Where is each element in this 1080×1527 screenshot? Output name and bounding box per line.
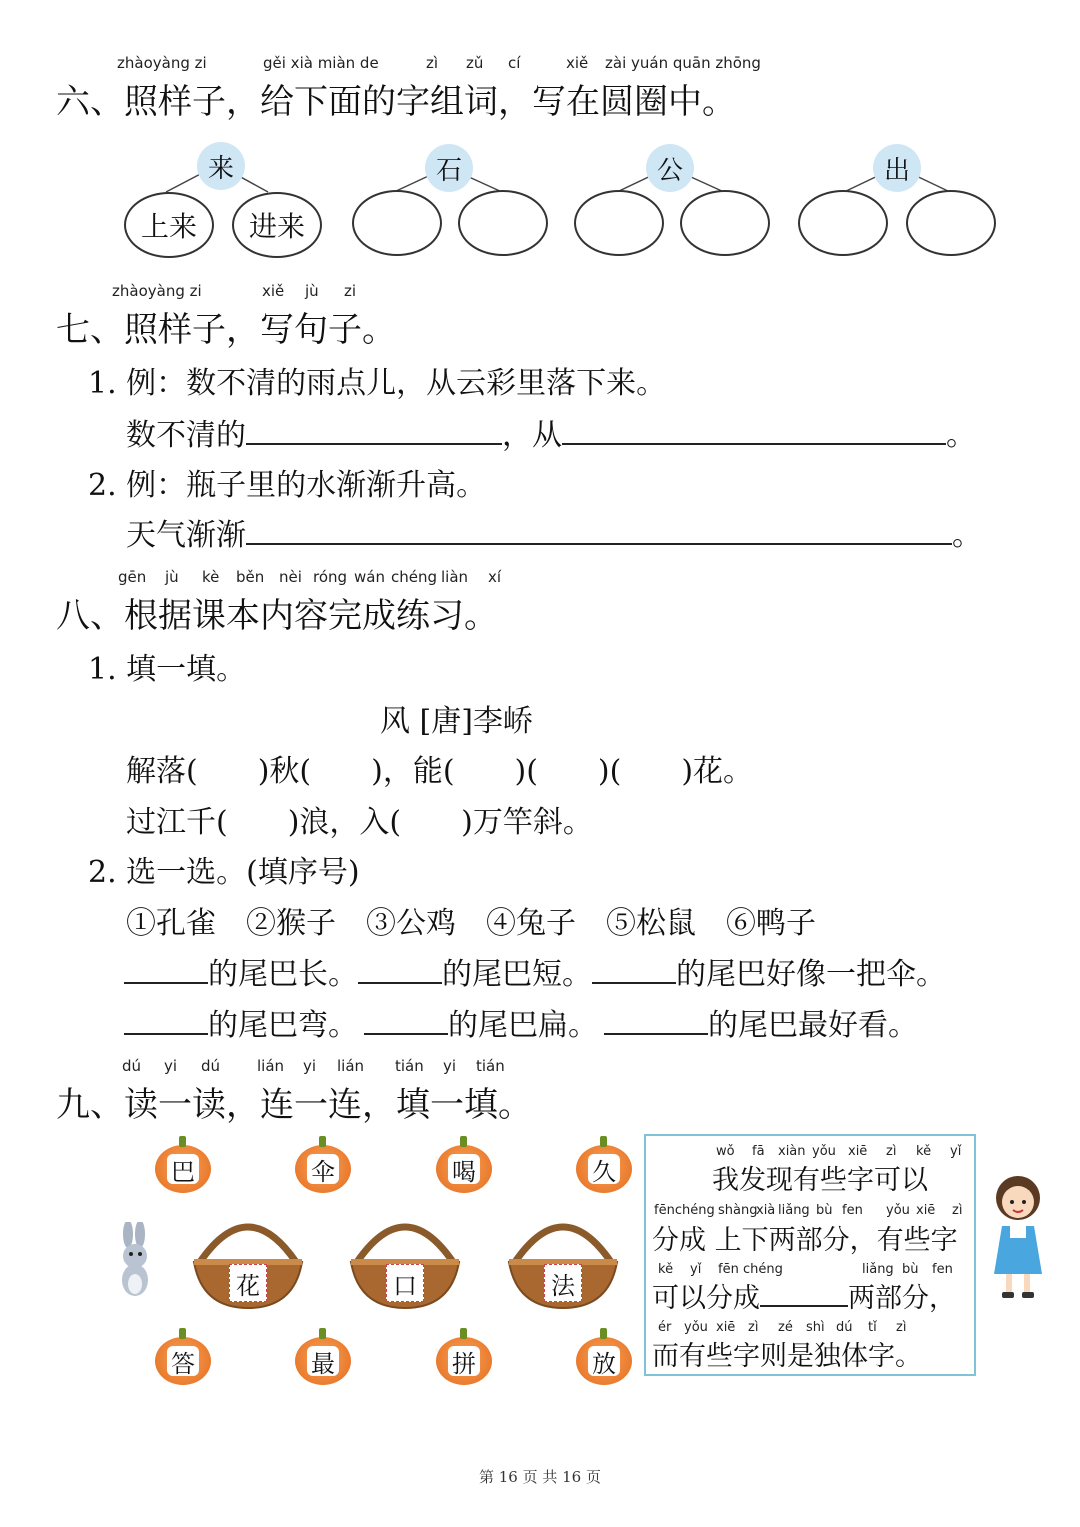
q1-blank-1[interactable] xyxy=(246,417,502,445)
group-char-shi: 石 xyxy=(425,144,473,192)
poem-line-1[interactable]: 解落( )秋( )，能( )( )( )花。 xyxy=(126,754,754,789)
q1-blank-2[interactable] xyxy=(562,417,946,445)
section-7-title: 七、照样子，写句子。 xyxy=(56,310,396,350)
note-line-1: 我发现有些字可以 xyxy=(712,1165,928,1196)
basket[interactable] xyxy=(188,1210,308,1330)
word-oval-blank[interactable] xyxy=(798,190,888,256)
word-oval: 上来 xyxy=(124,192,214,258)
basket-char: 口 xyxy=(386,1264,424,1302)
pumpkin-card[interactable]: 伞 xyxy=(295,1145,351,1193)
page-footer: 第 16 页 共 16 页 xyxy=(478,1468,601,1486)
basket[interactable] xyxy=(345,1210,465,1330)
animal-options: ①孔雀 ②猴子 ③公鸡 ④兔子 ⑤松鼠 ⑥鸭子 xyxy=(126,906,816,941)
q8-2-label: 2. 选一选。(填序号) xyxy=(88,855,360,890)
note-line-3: 可以分成 两部分， xyxy=(652,1283,956,1314)
section-9-title: 九、读一读，连一连，填一填。 xyxy=(56,1085,532,1125)
girl-illustration xyxy=(986,1170,1050,1310)
poem-line-2[interactable]: 过江千( )浪，入( )万竿斜。 xyxy=(126,805,593,840)
word-oval-blank[interactable] xyxy=(680,190,770,256)
basket-char: 法 xyxy=(544,1264,582,1302)
pumpkin-card[interactable]: 最 xyxy=(295,1337,351,1385)
pumpkin-card[interactable]: 巴 xyxy=(155,1145,211,1193)
tail-blank[interactable] xyxy=(604,1007,708,1035)
pumpkin-card[interactable]: 放 xyxy=(576,1337,632,1385)
basket[interactable] xyxy=(503,1210,623,1330)
word-oval-blank[interactable] xyxy=(906,190,996,256)
word-oval: 进来 xyxy=(232,192,322,258)
note-line-4: 而有些字则是独体字。 xyxy=(652,1341,922,1372)
group-char-chu: 出 xyxy=(873,144,921,192)
pumpkin-card[interactable]: 答 xyxy=(155,1337,211,1385)
section-6-title: 六、照样子，给下面的字组词，写在圆圈中。 xyxy=(56,82,736,122)
word-oval-blank[interactable] xyxy=(458,190,548,256)
word-oval-blank[interactable] xyxy=(574,190,664,256)
group-char-gong: 公 xyxy=(646,144,694,192)
note-line-2: 分成 上下两部分，有些字 xyxy=(652,1225,958,1256)
pumpkin-card[interactable]: 久 xyxy=(576,1145,632,1193)
tail-row-2: 的尾巴弯。 的尾巴扁。 的尾巴最好看。 xyxy=(124,1000,918,1044)
tail-blank[interactable] xyxy=(124,1007,208,1035)
pumpkin-card[interactable]: 拼 xyxy=(436,1337,492,1385)
q1-answer-line: 数不清的 ，从 。 xyxy=(126,418,976,453)
q2-example: 2. 例：瓶子里的水渐渐升高。 xyxy=(88,468,487,503)
tail-blank[interactable] xyxy=(592,956,676,984)
word-oval-blank[interactable] xyxy=(352,190,442,256)
tail-blank[interactable] xyxy=(358,956,442,984)
section-8-title: 八、根据课本内容完成练习。 xyxy=(56,596,498,636)
rabbit-illustration xyxy=(108,1222,168,1302)
tail-row-1: 的尾巴长。 的尾巴短。 的尾巴好像一把伞。 xyxy=(124,949,946,993)
q8-1-label: 1. 填一填。 xyxy=(88,652,247,687)
tail-blank[interactable] xyxy=(364,1007,448,1035)
basket-char: 花 xyxy=(229,1264,267,1302)
tail-blank[interactable] xyxy=(124,956,208,984)
pumpkin-card[interactable]: 喝 xyxy=(436,1145,492,1193)
poem-title: 风 [唐]李峤 xyxy=(380,704,533,739)
note-box: wǒ fā xiàn yǒu xiē zì kě yǐ 我发现有些字可以 fēnchéng shàng xià liǎng bù fen yǒu xiē zì 分成 上下两部分，有些字 kě yǐ fēn chéng liǎng bù fen 可以分成 两部分， ér yǒu xiē zì zé shì dú tǐ zì 而有些字则是独体字。 xyxy=(644,1134,976,1376)
q2-answer-line: 天气渐渐 。 xyxy=(126,518,982,553)
q1-example: 1. 例：数不清的雨点儿，从云彩里落下来。 xyxy=(88,366,667,401)
group-char-lai: 来 xyxy=(197,142,245,190)
note-blank[interactable] xyxy=(760,1283,848,1307)
q2-blank[interactable] xyxy=(246,517,952,545)
